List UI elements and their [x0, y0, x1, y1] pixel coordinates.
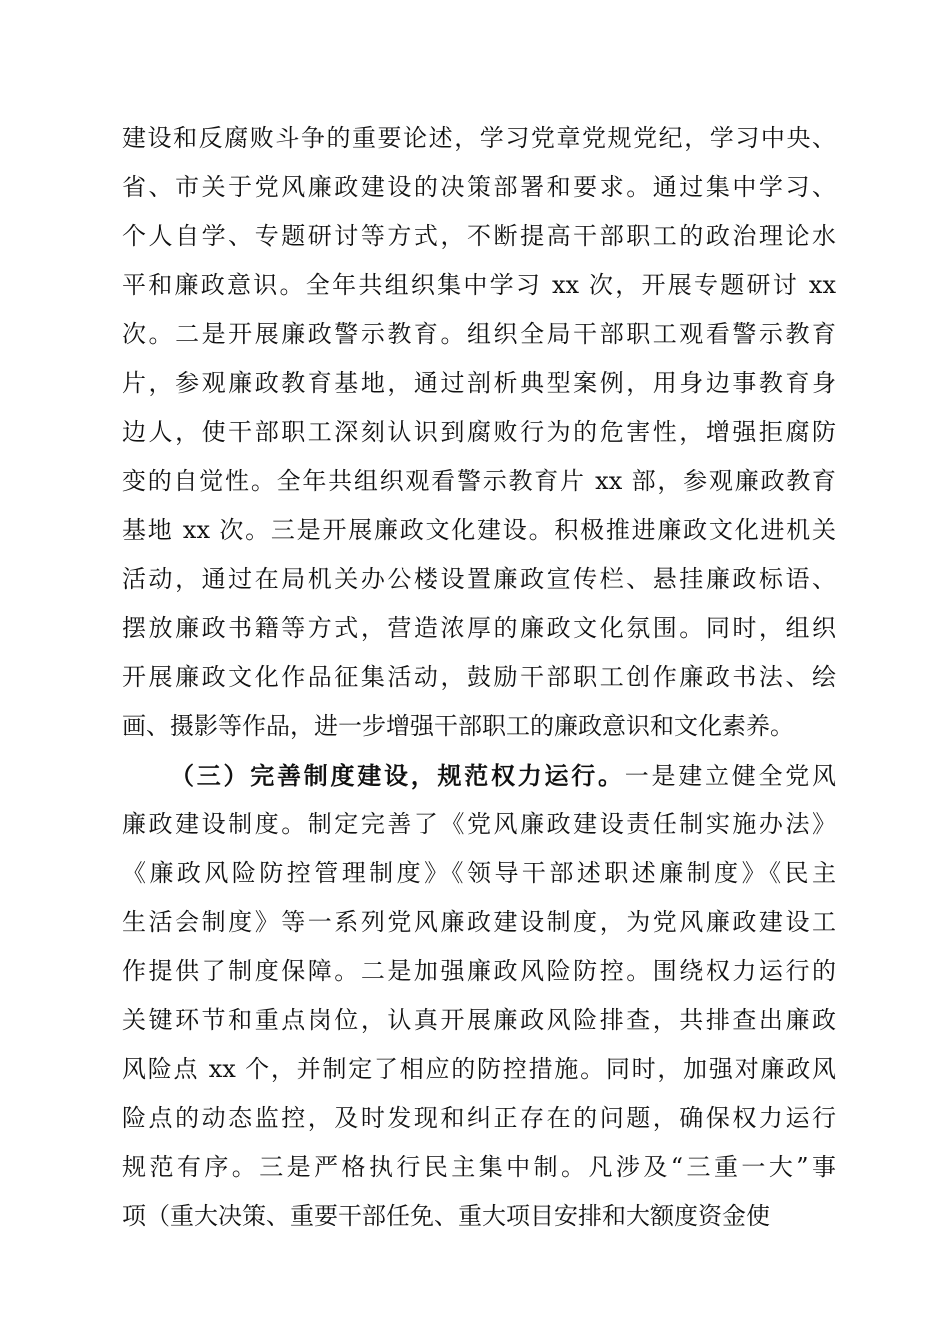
- text-line: 关键环节和重点岗位，认真开展廉政风险排查，共排查出廉政: [122, 1006, 836, 1034]
- text-line: 生活会制度》等一系列党风廉政建设制度，为党风廉政建设工: [122, 908, 836, 936]
- paragraph-education: [122, 114, 836, 751]
- text-line: 边人，使干部职工深刻认识到腐败行为的危害性，增强拒腐防: [122, 418, 836, 446]
- section-3-first-line: [122, 751, 836, 800]
- text-line: 险点的动态监控，及时发现和纠正存在的问题，确保权力运行: [122, 1104, 836, 1132]
- text-line: 省、市关于党风廉政建设的决策部署和要求。通过集中学习、: [122, 173, 836, 201]
- text-line: 变的自觉性。全年共组织观看警示教育片 xx 部，参观廉政教育: [122, 467, 836, 495]
- paragraph-section-3: [122, 751, 836, 1241]
- section-3-heading: （三）完善制度建设，规范权力运行。: [170, 761, 625, 790]
- text-line: 次。二是开展廉政警示教育。组织全局干部职工观看警示教育: [122, 320, 836, 348]
- text-line: 开展廉政文化作品征集活动，鼓励干部职工创作廉政书法、绘: [122, 663, 836, 691]
- text-line: 片，参观廉政教育基地，通过剖析典型案例，用身边事教育身: [122, 369, 836, 397]
- section-3-first-line-text: 一是建立健全党风: [624, 762, 836, 790]
- text-line: 平和廉政意识。全年共组织集中学习 xx 次，开展专题研讨 xx: [122, 271, 836, 299]
- text-line: 《廉政风险防控管理制度》《领导干部述职述廉制度》《民主: [122, 859, 836, 887]
- text-line: 建设和反腐败斗争的重要论述，学习党章党规党纪，学习中央、: [122, 124, 836, 152]
- text-line: 规范有序。三是严格执行民主集中制。凡涉及“三重一大”事: [122, 1153, 836, 1181]
- text-line: 摆放廉政书籍等方式，营造浓厚的廉政文化氛围。同时，组织: [122, 614, 836, 642]
- text-line: 个人自学、专题研讨等方式，不断提高干部职工的政治理论水: [122, 222, 836, 250]
- text-line: 风险点 xx 个，并制定了相应的防控措施。同时，加强对廉政风: [122, 1055, 836, 1083]
- document-body: [122, 114, 836, 1241]
- text-line: 廉政建设制度。制定完善了《党风廉政建设责任制实施办法》: [122, 810, 836, 838]
- text-line: 作提供了制度保障。二是加强廉政风险防控。围绕权力运行的: [122, 957, 836, 985]
- text-line: 基地 xx 次。三是开展廉政文化建设。积极推进廉政文化进机关: [122, 516, 836, 544]
- text-line: 画、摄影等作品，进一步增强干部职工的廉政意识和文化素养。: [122, 712, 794, 740]
- text-line: 活动，通过在局机关办公楼设置廉政宣传栏、悬挂廉政标语、: [122, 565, 836, 593]
- text-line: 项（重大决策、重要干部任免、重大项目安排和大额度资金使: [122, 1202, 770, 1230]
